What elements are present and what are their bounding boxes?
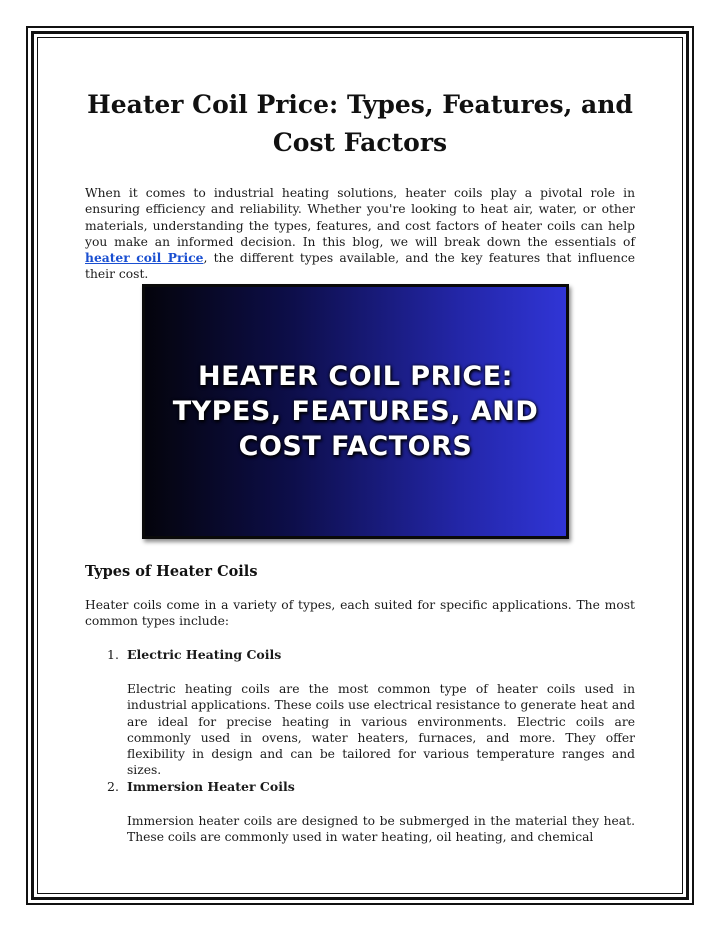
list-item-number: 2. bbox=[107, 779, 119, 794]
heater-coil-price-link[interactable]: heater coil Price bbox=[85, 250, 204, 266]
banner-title: HEATER COIL PRICE: TYPES, FEATURES, AND COST FACTORS bbox=[172, 361, 539, 462]
list-item-number: 1. bbox=[107, 647, 119, 662]
list-item-body: Electric heating coils are the most common type of heater coils used in industrial applications. These coils use electrical resistance to generate heat and are ideal for precise heating in various environments. Electric coils are commonly used in ovens, water heaters, furnaces, and more. They offer flexibility in design and can be tailored for various temperature ranges and sizes. bbox=[127, 682, 635, 778]
section-intro: Heater coils come in a variety of types, each suited for specific applications. The most common types include: bbox=[85, 598, 635, 629]
list-item-title bbox=[107, 779, 295, 794]
page-title: Heater Coil Price: Types, Features, and Cost Factors bbox=[87, 90, 633, 157]
list-item-title-text: Electric Heating Coils bbox=[127, 647, 282, 662]
banner-image bbox=[142, 284, 569, 539]
list-item-title bbox=[107, 647, 282, 662]
intro-paragraph bbox=[85, 185, 635, 283]
section-heading: Types of Heater Coils bbox=[85, 563, 258, 580]
intro-text-after: , the different types available, and the key features that influence their cost. bbox=[85, 251, 635, 282]
list-item-body: Immersion heater coils are designed to be submerged in the material they heat. These coils are commonly used in water heating, oil heating, and chemical bbox=[127, 814, 635, 845]
list-item-title-text: Immersion Heater Coils bbox=[127, 779, 295, 794]
intro-text-before: When it comes to industrial heating solutions, heater coils play a pivotal role in ensuring efficiency and reliability. Whether you're looking to heat air, water, or other materials, understanding the types, features, and cost factors of heater coils can help you make an informed decision. In this blog, we will break down the essentials of bbox=[85, 186, 635, 249]
article-header bbox=[85, 86, 635, 283]
